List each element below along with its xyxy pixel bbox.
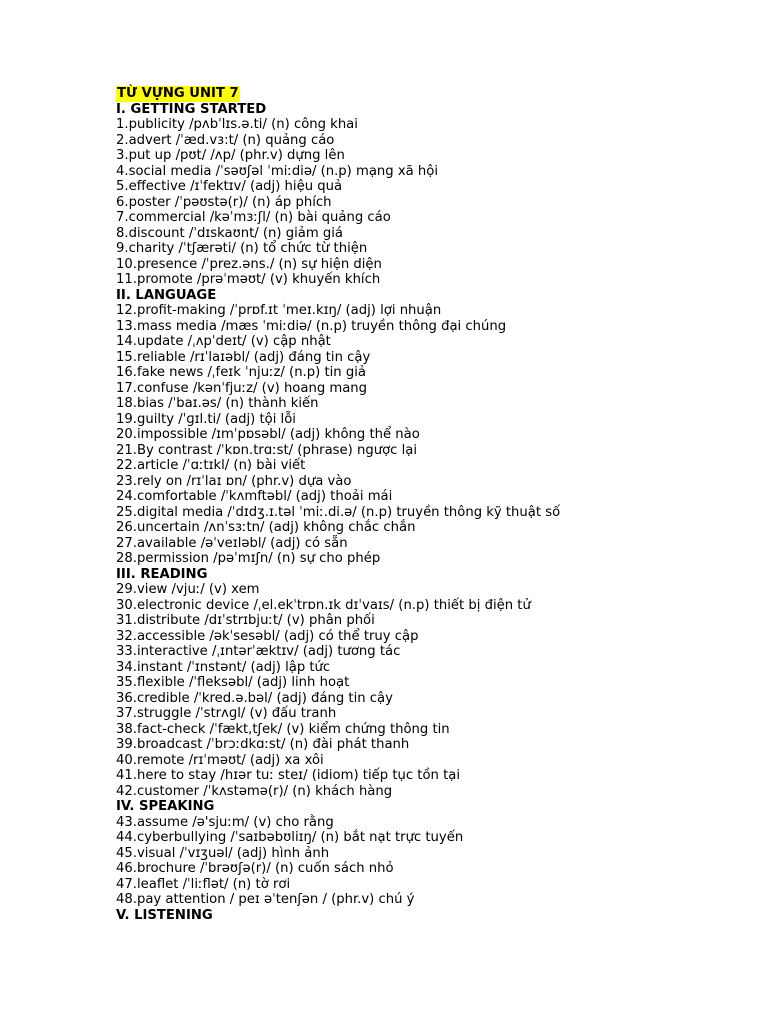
vocab-item: 9.charity /ˈtʃærəti/ (n) tổ chức từ thiện (116, 241, 368, 256)
title-line (116, 86, 756, 102)
vocab-item: 27.available /əˈveɪləbl/ (adj) có sẵn (116, 535, 348, 551)
section-heading-speaking: IV. SPEAKING (116, 799, 215, 814)
vocab-item: 15.reliable /rɪˈlaɪəbl/ (adj) đáng tin cậy (116, 349, 371, 365)
vocab-item: 28.permission /pəˈmɪʃn/ (n) sự cho phép (116, 551, 381, 566)
vocab-item: 3.put up /pʊt/ /ʌp/ (phr.v) dựng lên (116, 148, 345, 163)
vocab-item: 26.uncertain /ʌnˈsɜːtn/ (adj) không chắc chắn (116, 520, 416, 535)
vocab-item: 6.poster /ˈpəʊstə(r)/ (n) áp phích (116, 194, 332, 210)
vocab-item: 42.customer /ˈkʌstəmə(r)/ (n) khách hàng (116, 783, 393, 799)
vocab-item: 8.discount /ˈdɪskaʊnt/ (n) giảm giá (116, 225, 344, 241)
vocab-item: 31.distribute /dɪˈstrɪbjuːt/ (v) phân phối (116, 613, 375, 628)
sections-container (116, 102, 756, 924)
vocab-item: 44.cyberbullying /ˈsaɪbəbʊliɪŋ/ (n) bắt nạt trực tuyến (116, 830, 464, 845)
vocab-item: 21.By contrast /ˈkɒn.trɑːst/ (phrase) ngược lại (116, 442, 418, 458)
vocab-item: 4.social media /ˈsəʊʃəl ˈmiːdiə/ (n.p) mạng xã hội (116, 163, 439, 179)
vocab-item: 10.presence /ˈprez.əns./ (n) sự hiện diện (116, 256, 382, 272)
vocab-item: 18.bias /ˈbaɪ.əs/ (n) thành kiến (116, 396, 319, 411)
vocab-item: 7.commercial /kəˈmɜːʃl/ (n) bài quảng cáo (116, 210, 391, 225)
vocab-item: 43.assume /ə'sjuːm/ (v) cho rằng (116, 814, 334, 830)
vocab-item: 23.rely on /rɪˈlaɪ ɒn/ (phr.v) dựa vào (116, 473, 352, 489)
vocab-item: 20.impossible /ɪmˈpɒsəbl/ (adj) không thể nào (116, 427, 420, 442)
vocab-item: 22.article /ˈɑːtɪkl/ (n) bài viết (116, 458, 306, 473)
vocab-item: 35.flexible /ˈfleksəbl/ (adj) linh hoạt (116, 675, 350, 690)
vocab-item: 34.instant /ˈɪnstənt/ (adj) lập tức (116, 659, 331, 675)
vocab-item: 41.here to stay /hɪər tuː steɪ/ (idiom) tiếp tục tồn tại (116, 768, 460, 783)
vocab-item: 17.confuse /kənˈfjuːz/ (v) hoang mang (116, 380, 368, 396)
vocab-item: 46.brochure /ˈbrəʊʃə(r)/ (n) cuốn sách nhỏ (116, 861, 394, 876)
vocab-item: 40.remote /rɪˈməʊt/ (adj) xa xôi (116, 752, 324, 768)
vocab-item: 30.electronic device /ˌel.ekˈtrɒn.ɪk dɪˈvaɪs/ (n.p) thiết bị điện tử (116, 597, 531, 613)
vocab-item: 29.view /vjuː/ (v) xem (116, 582, 260, 597)
vocab-item: 5.effective /ɪˈfektɪv/ (adj) hiệu quả (116, 179, 343, 194)
vocabulary-document (116, 86, 756, 923)
vocab-item: 37.struggle /ˈstrʌɡl/ (v) đấu tranh (116, 706, 337, 721)
section-heading-getting-started: I. GETTING STARTED (116, 101, 267, 117)
vocab-item: 32.accessible /əkˈsesəbl/ (adj) có thể truy cập (116, 628, 419, 644)
section-heading-reading: III. READING (116, 566, 208, 582)
vocab-item: 2.advert /ˈæd.vɜ:t/ (n) quảng cáo (116, 132, 335, 148)
vocab-item: 11.promote /prəˈməʊt/ (v) khuyến khích (116, 272, 381, 287)
vocab-item: 36.credible /ˈkred.ə.bəl/ (adj) đáng tin cậy (116, 690, 393, 706)
vocab-item: 16.fake news /ˌfeɪk ˈnjuːz/ (n.p) tin giả (116, 365, 366, 380)
vocab-item: 1.publicity /pʌbˈlɪs.ə.ti/ (n) công khai (116, 117, 358, 132)
section-heading-listening: V. LISTENING (116, 907, 213, 923)
section-heading-language: II. LANGUAGE (116, 287, 217, 303)
vocab-item: 13.mass media /mæs ˈmiːdiə/ (n.p) truyền thông đại chúng (116, 318, 507, 334)
vocab-item: 47.leaflet /ˈliːflət/ (n) tờ rơi (116, 876, 291, 892)
vocab-item: 19.guilty /ˈɡɪl.ti/ (adj) tội lỗi (116, 411, 296, 427)
vocab-item: 33.interactive /ˌɪntərˈæktɪv/ (adj) tương tác (116, 644, 401, 659)
vocab-item: 38.fact-check /ˈfækt,tʃek/ (v) kiểm chứng thông tin (116, 721, 450, 737)
document-title: TỪ VỰNG UNIT 7 (117, 86, 239, 101)
vocab-item: 14.update /ˌʌpˈdeɪt/ (v) cập nhật (116, 334, 331, 349)
vocab-item: 25.digital media /ˈdɪdʒ.ɪ.təl ˈmiː.di.ə/ (n.p) truyền thông kỹ thuật số (116, 504, 561, 520)
vocab-item: 12.profit-making /ˈprɒf.ɪt ˈmeɪ.kɪŋ/ (adj) lợi nhuận (116, 303, 442, 318)
vocab-item: 48.pay attention / peɪ əˈtenʃən / (phr.v) chú ý (116, 892, 415, 907)
vocab-item: 45.visual /ˈvɪʒuəl/ (adj) hình ảnh (116, 845, 330, 861)
vocab-item: 39.broadcast /ˈbrɔːdkɑːst/ (n) đài phát thanh (116, 737, 410, 752)
vocab-item: 24.comfortable /ˈkʌmftəbl/ (adj) thoải mái (116, 489, 393, 504)
